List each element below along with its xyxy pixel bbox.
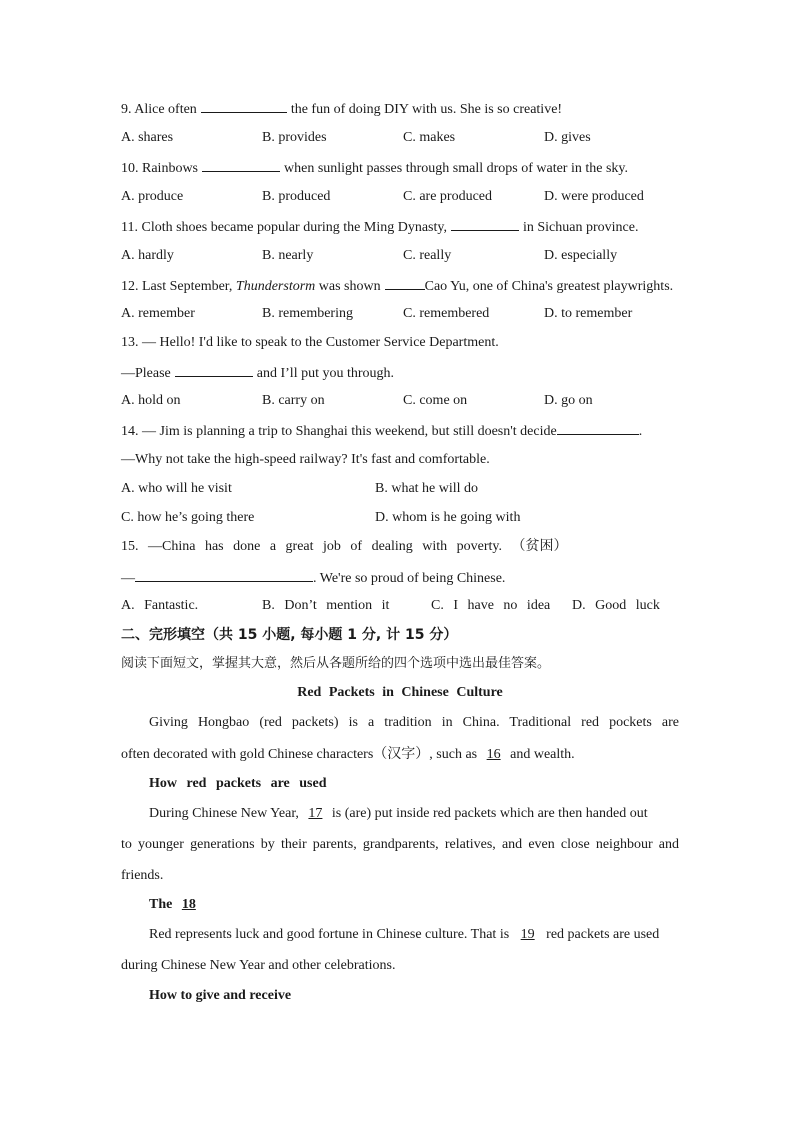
question-13-stem-end: and I’ll put you through. bbox=[256, 366, 395, 381]
option-d: D. gives bbox=[544, 130, 591, 145]
option-a: A. shares bbox=[121, 130, 174, 145]
question-12 bbox=[121, 276, 681, 296]
paragraph-1-text: often decorated with gold Chinese characters（汉字）, such as bbox=[121, 747, 478, 762]
question-12-stem-end: Cao Yu, one of China's greatest playwrights. bbox=[424, 279, 674, 294]
question-14-stem-start: 14. — Jim is planning a trip to Shanghai this weekend, but still doesn't decide bbox=[121, 424, 557, 439]
option-a: A. who will he visit bbox=[121, 481, 232, 496]
option-b: B. provides bbox=[262, 130, 327, 145]
paragraph-2-line-1 bbox=[149, 805, 679, 823]
option-b: B. what he will do bbox=[375, 481, 479, 496]
question-12-stem-mid: was shown bbox=[318, 279, 381, 294]
subheading-usage: How red packets are used bbox=[149, 776, 327, 791]
option-b: B. carry on bbox=[262, 393, 325, 408]
cloze-blank-17: 17 bbox=[308, 806, 323, 821]
answer-blank bbox=[135, 568, 313, 582]
section-heading: 二、完形填空（共 15 小题, 每小题 1 分, 计 15 分） bbox=[121, 627, 458, 643]
question-11-stem-end: in Sichuan province. bbox=[522, 220, 639, 235]
question-13-line-2 bbox=[121, 363, 681, 383]
option-d: D. go on bbox=[544, 393, 593, 408]
paragraph-1-line-1: Giving Hongbao (red packets) is a tradition in China. Traditional red pockets are bbox=[149, 715, 679, 730]
answer-blank bbox=[385, 276, 425, 290]
play-title: Thunderstorm bbox=[235, 279, 316, 294]
option-b: B. Don’t mention it bbox=[262, 598, 390, 613]
option-c: C. are produced bbox=[403, 189, 493, 204]
paragraph-1-text-end: and wealth. bbox=[510, 747, 575, 762]
paragraph-2-line-3: friends. bbox=[121, 868, 164, 883]
answer-blank bbox=[451, 217, 519, 231]
question-12-stem-start: 12. Last September, bbox=[121, 279, 233, 294]
question-13-line-1: 13. — Hello! I'd like to speak to the Customer Service Department. bbox=[121, 335, 499, 350]
option-c: C. I have no idea bbox=[431, 598, 551, 613]
option-c: C. remembered bbox=[403, 306, 490, 321]
option-b: B. nearly bbox=[262, 248, 314, 263]
question-9 bbox=[121, 99, 681, 119]
option-a: A. hardly bbox=[121, 248, 174, 263]
option-b: B. produced bbox=[262, 189, 331, 204]
cloze-blank-19: 19 bbox=[520, 927, 535, 942]
question-14-line-2: —Why not take the high-speed railway? It's fast and comfortable. bbox=[121, 452, 490, 467]
question-10-stem-end: when sunlight passes through small drops of water in the sky. bbox=[284, 161, 628, 176]
option-c: C. makes bbox=[403, 130, 456, 145]
answer-blank bbox=[557, 421, 639, 435]
question-13-stem-start: —Please bbox=[121, 366, 171, 381]
option-d: D. especially bbox=[544, 248, 618, 263]
answer-blank bbox=[175, 363, 253, 377]
question-14-stem-end: . bbox=[638, 424, 643, 439]
option-b: B. remembering bbox=[262, 306, 353, 321]
cloze-blank-16: 16 bbox=[486, 747, 501, 762]
section-instruction: 阅读下面短文，掌握其大意，然后从各题所给的四个选项中选出最佳答案。 bbox=[121, 656, 551, 671]
subheading-meaning bbox=[149, 896, 679, 914]
option-c: C. come on bbox=[403, 393, 468, 408]
question-10 bbox=[121, 158, 681, 178]
cloze-blank-18: 18 bbox=[181, 897, 196, 912]
paragraph-3-line-2: during Chinese New Year and other celebrations. bbox=[121, 958, 396, 973]
question-10-stem-start: 10. Rainbows bbox=[121, 161, 198, 176]
option-a: A. hold on bbox=[121, 393, 181, 408]
option-d: D. were produced bbox=[544, 189, 644, 204]
paragraph-2-text-end: is (are) put inside red packets which are then handed out bbox=[331, 806, 648, 821]
question-11-stem-start: 11. Cloth shoes became popular during the Ming Dynasty, bbox=[121, 220, 447, 235]
question-15-dash: — bbox=[121, 571, 135, 586]
subheading-meaning-text: The bbox=[149, 897, 173, 912]
answer-blank bbox=[201, 99, 287, 113]
option-d: D. whom is he going with bbox=[375, 510, 521, 525]
question-15-line-2 bbox=[121, 568, 681, 588]
question-14-line-1 bbox=[121, 421, 681, 441]
question-9-stem-end: the fun of doing DIY with us. She is so creative! bbox=[290, 102, 563, 117]
question-11 bbox=[121, 217, 681, 237]
option-a: A. produce bbox=[121, 189, 184, 204]
subheading-give-receive: How to give and receive bbox=[149, 988, 292, 1003]
option-a: A. remember bbox=[121, 306, 195, 321]
option-c: C. really bbox=[403, 248, 452, 263]
answer-blank bbox=[202, 158, 280, 172]
option-a: A. Fantastic. bbox=[121, 598, 199, 613]
question-9-stem-start: 9. Alice often bbox=[121, 102, 197, 117]
paragraph-2-line-2: to younger generations by their parents, grandparents, relatives, and even close neighbour and bbox=[121, 837, 679, 852]
paragraph-3-text: Red represents luck and good fortune in Chinese culture. That is bbox=[149, 927, 510, 942]
option-d: D. to remember bbox=[544, 306, 633, 321]
paragraph-3-line-1 bbox=[149, 926, 679, 944]
question-15-line-1: 15. —China has done a great job of dealing with poverty. （贫困） bbox=[121, 539, 568, 554]
question-15-stem-end: . We're so proud of being Chinese. bbox=[313, 571, 506, 586]
paragraph-3-text-end: red packets are used bbox=[546, 927, 660, 942]
option-c: C. how he’s going there bbox=[121, 510, 255, 525]
paragraph-1-line-2 bbox=[121, 746, 679, 764]
passage-title: Red Packets in Chinese Culture bbox=[297, 685, 503, 700]
option-d: D. Good luck bbox=[572, 598, 660, 613]
paragraph-2-text: During Chinese New Year, bbox=[149, 806, 299, 821]
